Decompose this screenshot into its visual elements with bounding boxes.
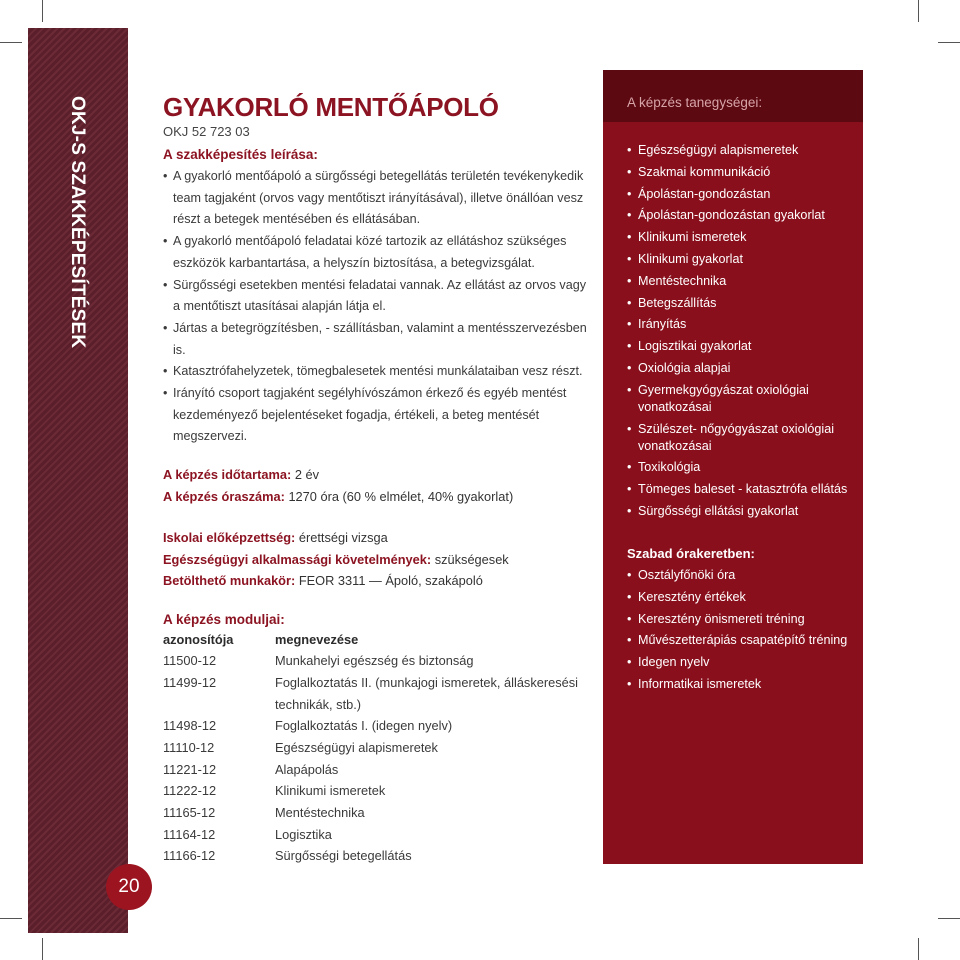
free-hours-heading: Szabad órakeretben:: [627, 545, 755, 561]
module-id: 11498-12: [163, 718, 217, 734]
list-item: • A gyakorló mentőápoló feladatai közé tartozik az ellátáshoz szükséges eszközök karbantartása, a helyszín biztosítása, a betegvizsgálat.: [163, 231, 593, 274]
table-row: [163, 845, 585, 867]
list-item: • Toxikológia: [627, 459, 863, 476]
duration-line: [163, 464, 593, 486]
list-item: • Klinikumi gyakorlat: [627, 251, 863, 268]
requirements-block: [163, 527, 593, 592]
free-hours-list: [627, 567, 863, 693]
main-column: [163, 92, 593, 867]
health-label: Egészségügyi alkalmassági követelmények:: [163, 551, 432, 567]
list-item: • Irányító csoport tagjaként segélyhívószámon érkező és egyéb mentést kezdeményező bejelentéseket fogadja, értékeli, a beteg mentését megszervezi.: [163, 383, 593, 448]
list-item: • Szülészet- nőgyógyászat oxiológiai vonatkozásai: [627, 421, 863, 455]
side-title: OKJ-S SZAKKÉPESÍTÉSEK: [67, 96, 88, 349]
crop-mark: [938, 42, 960, 43]
table-row: [163, 780, 585, 802]
table-row: [163, 650, 585, 672]
subjects-panel: [603, 70, 863, 864]
panel-heading: A képzés tanegységei:: [603, 70, 863, 122]
list-item: • Szakmai kommunikáció: [627, 164, 863, 181]
education-value: érettségi vizsga: [298, 530, 388, 546]
hours-value: 1270 óra (60 % elmélet, 40% gyakorlat): [288, 488, 514, 504]
module-id: 11110-12: [163, 739, 215, 755]
list-item: • A gyakorló mentőápoló a sürgősségi betegellátás területén tevékenykedik team tagjaként (orvos vagy mentőtiszt irányításával), illetve önállóan vesz részt a betegek mentésében és ellátásában.: [163, 166, 593, 231]
hours-line: [163, 486, 593, 508]
module-name: Munkahelyi egészség és biztonság: [275, 653, 474, 669]
module-name: Klinikumi ismeretek: [275, 783, 386, 799]
module-name: Alapápolás: [275, 761, 339, 777]
list-item: • Osztályfőnöki óra: [627, 567, 863, 584]
health-line: [163, 549, 593, 571]
crop-mark: [918, 0, 919, 22]
list-item: • Betegszállítás: [627, 295, 863, 312]
panel-body: [603, 122, 863, 693]
list-item: • Keresztény értékek: [627, 589, 863, 606]
table-row: [163, 759, 585, 781]
list-item: • Sürgősségi ellátási gyakorlat: [627, 503, 863, 520]
duration-label: A képzés időtartama:: [163, 467, 292, 483]
module-id: 11500-12: [163, 653, 217, 669]
module-id: 11499-12: [163, 674, 217, 690]
module-name: Sürgősségi betegellátás: [275, 848, 412, 864]
description-heading: A szakképesítés leírása:: [163, 147, 318, 162]
crop-mark: [918, 938, 919, 960]
duration-value: 2 év: [294, 467, 320, 483]
crop-mark: [0, 42, 22, 43]
table-row: [163, 715, 585, 737]
list-item: • Ápolástan-gondozástan: [627, 186, 863, 203]
list-item: • Tömeges baleset - katasztrófa ellátás: [627, 481, 863, 498]
education-line: [163, 527, 593, 549]
job-value: FEOR 3311 — Ápoló, szakápoló: [298, 573, 483, 589]
list-item: • Logisztikai gyakorlat: [627, 338, 863, 355]
col-id-header: azonosítója: [163, 631, 234, 647]
page-number: 20: [106, 864, 152, 910]
module-name: Foglalkoztatás I. (idegen nyelv): [275, 718, 453, 734]
list-item: • Sürgősségi esetekben mentési feladatai vannak. Az ellátást az orvos vagy a mentőtiszt utasításai alapján látja el.: [163, 275, 593, 318]
list-item: • Irányítás: [627, 316, 863, 333]
crop-mark: [42, 0, 43, 22]
modules-table: [163, 629, 585, 868]
list-item: • Ápolástan-gondozástan gyakorlat: [627, 207, 863, 224]
table-row: [163, 824, 585, 846]
okj-code: OKJ 52 723 03: [163, 124, 250, 139]
description-list: [163, 166, 593, 448]
list-item: • Művészetterápiás csapatépítő tréning: [627, 632, 863, 649]
subjects-list: [627, 142, 863, 520]
job-line: [163, 570, 593, 592]
education-label: Iskolai előképzettség:: [163, 530, 296, 546]
table-row: [163, 737, 585, 759]
health-value: szükségesek: [434, 551, 509, 567]
module-id: 11165-12: [163, 805, 216, 821]
list-item: • Keresztény önismereti tréning: [627, 611, 863, 628]
module-id: 11221-12: [163, 761, 217, 777]
duration-block: [163, 464, 593, 507]
list-item: • Mentéstechnika: [627, 273, 863, 290]
table-row: [163, 802, 585, 824]
module-id: 11166-12: [163, 848, 216, 864]
module-id: 11164-12: [163, 826, 216, 842]
module-id: 11222-12: [163, 783, 217, 799]
table-header-row: [163, 629, 585, 651]
module-name: Logisztika: [275, 826, 332, 842]
col-name-header: megnevezése: [275, 631, 359, 647]
list-item: • Katasztrófahelyzetek, tömegbalesetek mentési munkálataiban vesz részt.: [163, 361, 593, 383]
module-name: Foglalkoztatás II. (munkajogi ismeretek, álláskeresési technikák, stb.): [275, 674, 578, 712]
modules-block: [163, 612, 593, 868]
crop-mark: [42, 938, 43, 960]
list-item: • Jártas a betegrögzítésben, - szállításban, valamint a mentésszervezésben is.: [163, 318, 593, 361]
module-name: Egészségügyi alapismeretek: [275, 739, 438, 755]
module-name: Mentéstechnika: [275, 805, 365, 821]
list-item: • Egészségügyi alapismeretek: [627, 142, 863, 159]
list-item: • Informatikai ismeretek: [627, 676, 863, 693]
modules-heading: A képzés moduljai:: [163, 611, 285, 627]
hours-label: A képzés óraszáma:: [163, 488, 285, 504]
crop-mark: [0, 918, 22, 919]
page-title: GYAKORLÓ MENTŐÁPOLÓ: [163, 92, 499, 122]
table-row: [163, 672, 585, 715]
list-item: • Idegen nyelv: [627, 654, 863, 671]
crop-mark: [938, 918, 960, 919]
list-item: • Klinikumi ismeretek: [627, 229, 863, 246]
list-item: • Oxiológia alapjai: [627, 360, 863, 377]
list-item: • Gyermekgyógyászat oxiológiai vonatkozásai: [627, 382, 863, 416]
job-label: Betölthető munkakör:: [163, 573, 296, 589]
